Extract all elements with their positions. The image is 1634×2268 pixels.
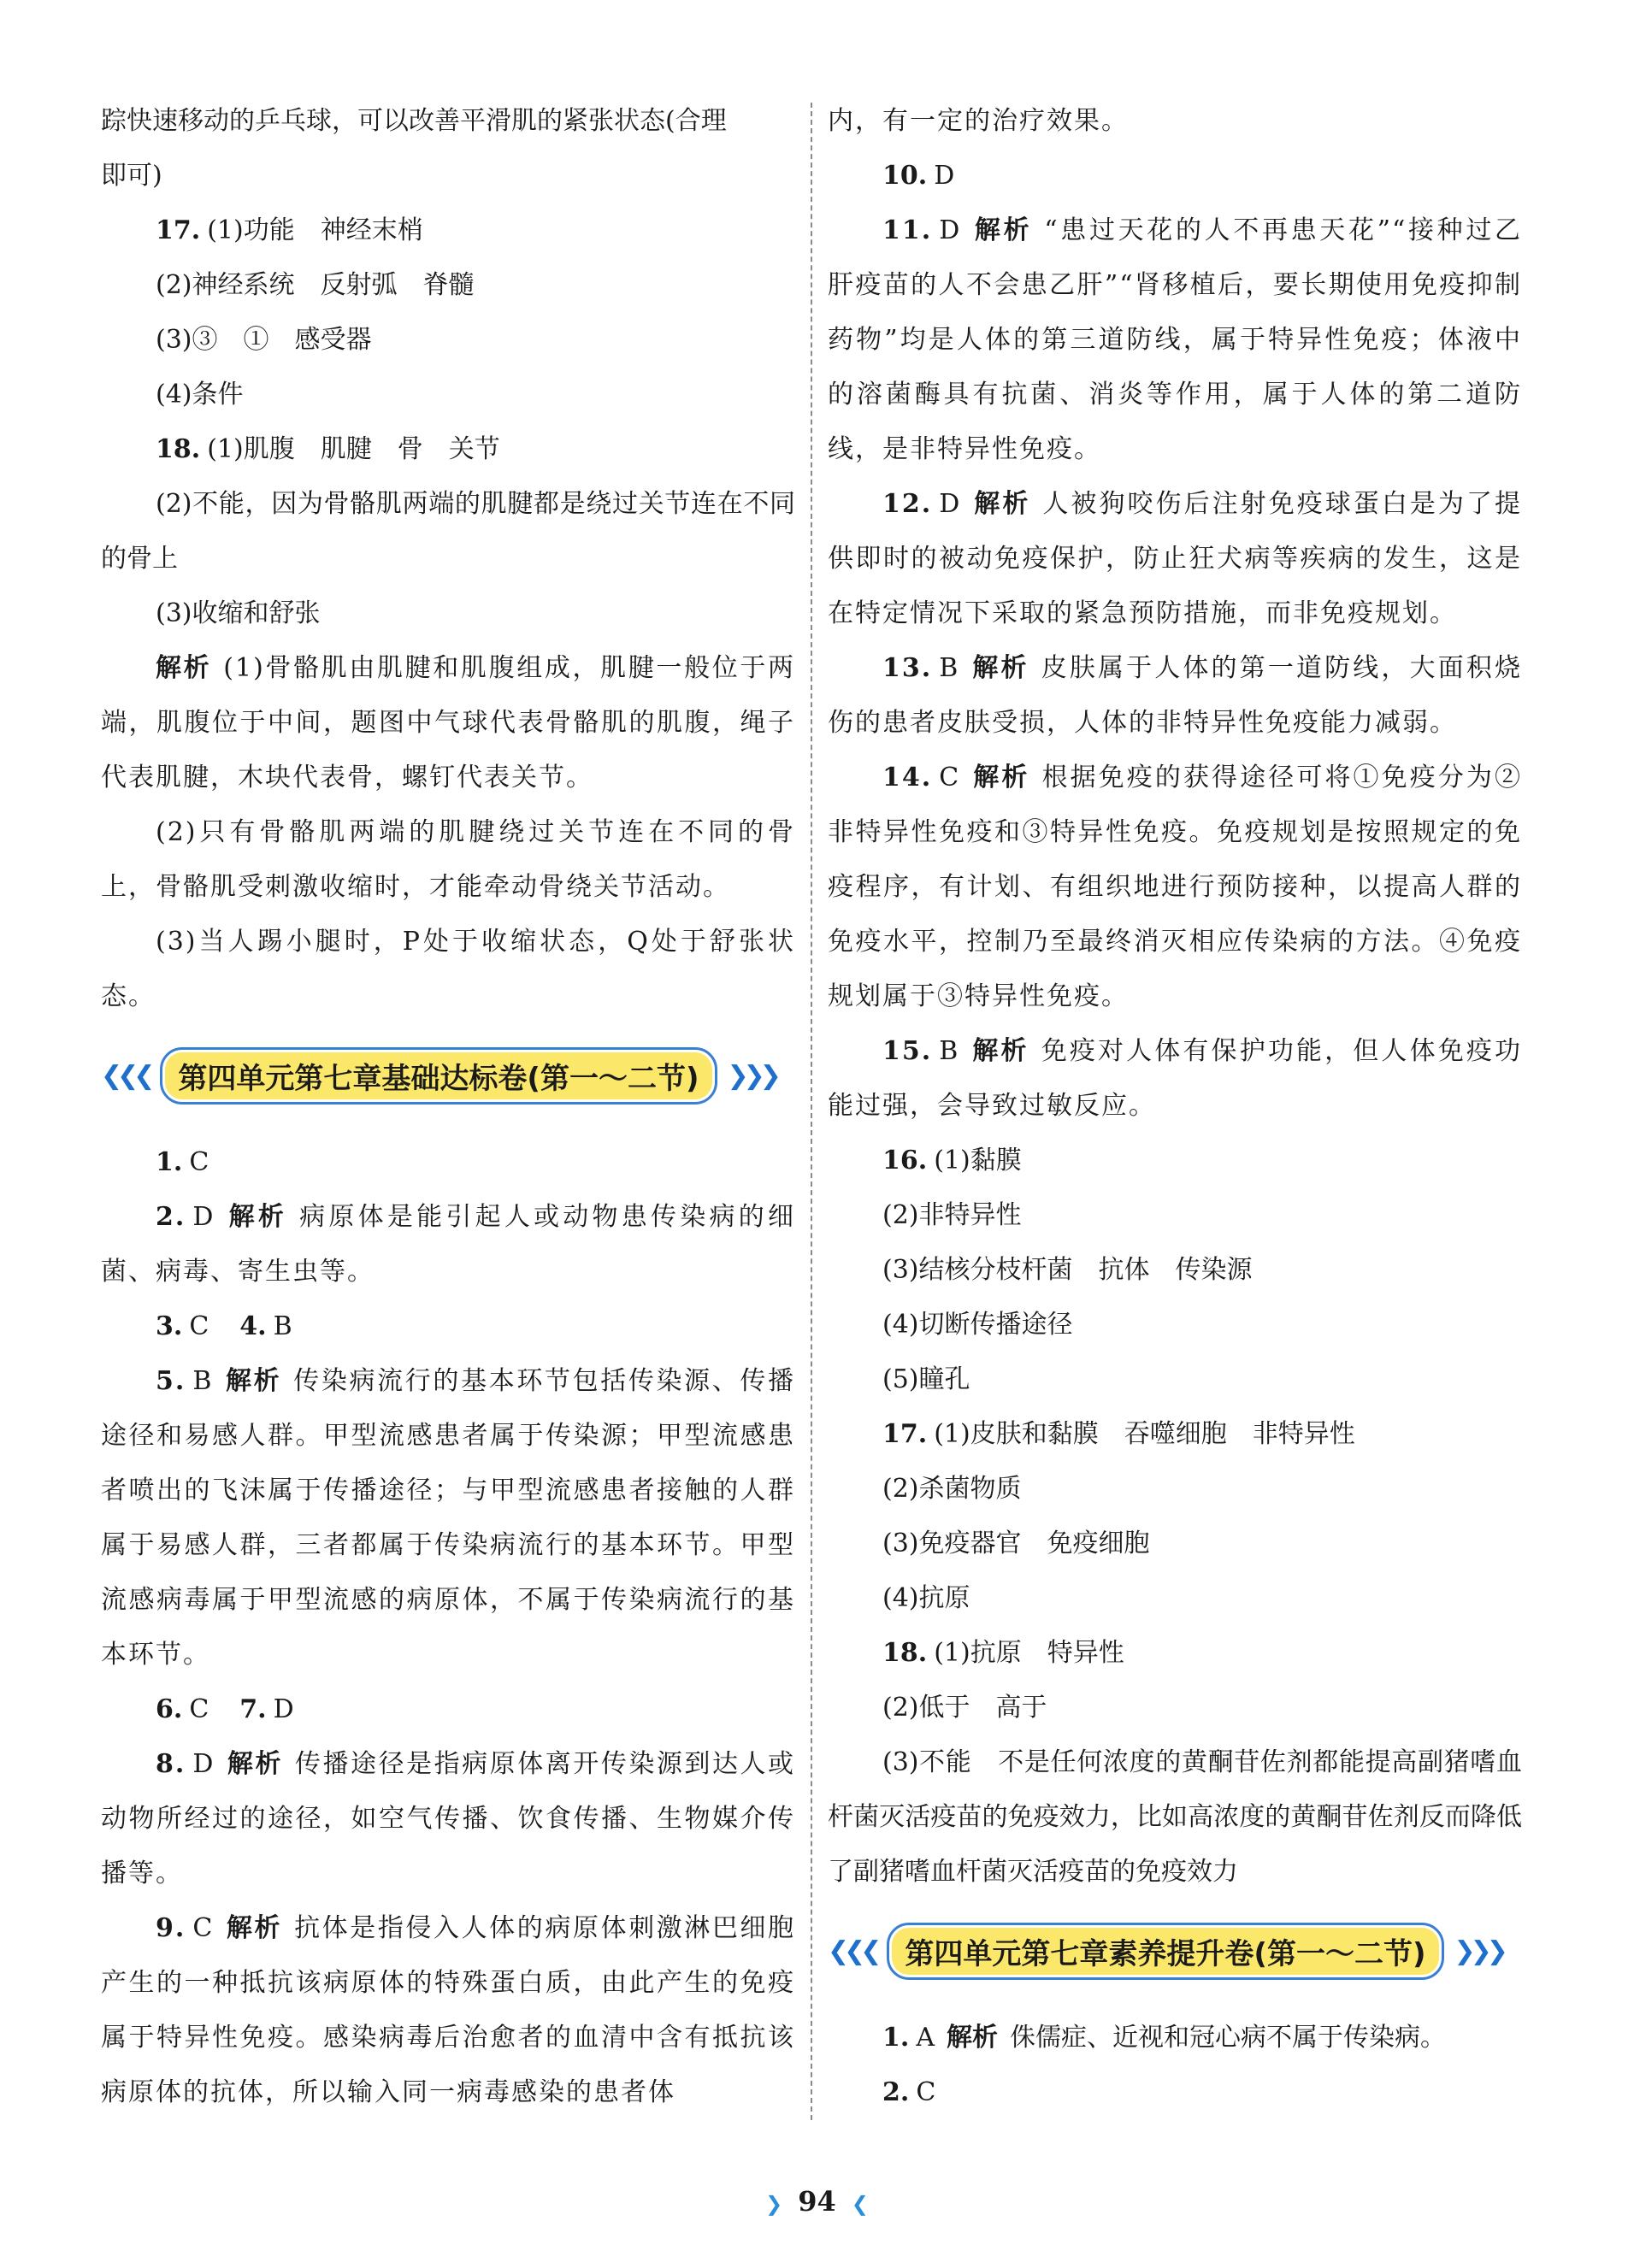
question-number: 15. [882, 1036, 933, 1066]
text-line: 踪快速移动的乒乓球，可以改善平滑肌的紧张状态(合理 [101, 106, 727, 136]
question-number: 16. [882, 1146, 928, 1175]
answer-6-7 [101, 1682, 795, 1737]
answer-text: (2)神经系统 反射弧 脊髓 [156, 270, 475, 300]
page-number-value: 94 [798, 2185, 836, 2218]
answer-choice: B [273, 1311, 292, 1341]
explanation-text: “患过天花的人不再患天花”“接种过乙肝疫苗的人不会患乙肝”“肾移植后，要长期使用免疫抑制药物”均是人体的第三道防线，属于特异性免疫；体液中的溶菌酶具有抗菌、消炎等作用，属于人体的第二道防线，是非特异性免疫。 [828, 215, 1523, 464]
answer-1 [828, 2011, 1522, 2065]
answer-9 [101, 1901, 795, 2120]
explanation-text: (3)当人踢小腿时，P处于收缩状态，Q处于舒张状态。 [101, 927, 795, 1011]
answer-choice: C [189, 1694, 209, 1724]
answer-2 [828, 2065, 1522, 2120]
question-number: 4. [239, 1311, 267, 1341]
explanation [101, 641, 795, 805]
answer-2 [101, 1190, 795, 1299]
answer-text: (5)瞳孔 [882, 1364, 970, 1394]
question-number: 1. [156, 1147, 183, 1177]
answer-choice: D [273, 1694, 294, 1724]
answer-13 [828, 641, 1522, 751]
explanation-text: 抗体是指侵入人体的病原体刺激淋巴细胞产生的一种抵抗该病原体的特殊蛋白质，由此产生的免疫属于特异性免疫。感染病毒后治愈者的血清中含有抵抗该病原体的抗体，所以输入同一病毒感染的患者体 [101, 1913, 796, 2107]
chevron-right-icon: ❯❯❯ [1454, 1935, 1503, 1966]
answer-text: (3)结核分枝杆菌 抗体 传染源 [882, 1255, 1253, 1285]
explanation-label: 解析 [947, 2023, 998, 2053]
answer-5 [101, 1354, 795, 1682]
explanation-text: 皮肤属于人体的第一道防线，大面积烧伤的患者皮肤受损，人体的非特异性免疫能力减弱。 [828, 653, 1523, 738]
answer-18 [828, 1626, 1522, 1681]
answer-choice: B [939, 653, 960, 683]
answer-choice: C [189, 1311, 209, 1341]
section-banner [101, 1041, 795, 1110]
answer-choice: D [934, 161, 955, 191]
answer-choice: D [192, 1202, 215, 1232]
explanation-label: 解析 [971, 653, 1029, 683]
answer-text: (1)皮肤和黏膜 吞噬细胞 非特异性 [934, 1419, 1355, 1449]
column-divider [811, 103, 812, 2120]
answer-15 [828, 1024, 1522, 1134]
answer-18 [101, 422, 795, 477]
answer-text: (4)条件 [156, 380, 244, 409]
question-number: 18. [882, 1638, 928, 1668]
answer-text: (1)肌腹 肌腱 骨 关节 [207, 434, 500, 464]
section-title: 第四单元第七章素养提升卷(第一～二节) [887, 1923, 1443, 1980]
question-number: 11. [882, 215, 933, 245]
answer-choice: C [939, 763, 961, 792]
chevron-left-icon: ❮❮❮ [828, 1935, 877, 1966]
explanation-label: 解析 [227, 1202, 288, 1232]
answer-text: (3)收缩和舒张 [156, 598, 321, 628]
answer-14 [828, 751, 1522, 1024]
question-number: 5. [156, 1366, 186, 1396]
explanation-label: 解析 [225, 1366, 282, 1396]
answer-text: (4)切断传播途径 [882, 1310, 1073, 1340]
explanation-text: 病原体是能引起人或动物患传染病的细菌、病毒、寄生虫等。 [101, 1202, 796, 1287]
section-banner [828, 1917, 1522, 1985]
answer-choice: B [192, 1366, 214, 1396]
explanation-label: 解析 [973, 489, 1031, 519]
section-title: 第四单元第七章基础达标卷(第一～二节) [160, 1047, 717, 1105]
right-column [828, 94, 1522, 2120]
explanation-text: 人被狗咬伤后注射免疫球蛋白是为了提供即时的被动免疫保护，防止狂犬病等疾病的发生，这是在特定情况下采取的紧急预防措施，而非免疫规划。 [828, 489, 1523, 628]
question-number: 7. [239, 1694, 267, 1724]
explanation-text: 侏儒症、近视和冠心病不属于传染病。 [1010, 2023, 1446, 2053]
question-number: 12. [882, 489, 933, 519]
explanation-label: 解析 [971, 1036, 1029, 1066]
question-number: 17. [156, 215, 201, 245]
explanation-label: 解析 [972, 763, 1030, 792]
question-number: 6. [156, 1694, 183, 1724]
explanation-label: 解析 [226, 1913, 283, 1943]
answer-8 [101, 1737, 795, 1901]
answer-11 [828, 203, 1522, 477]
question-number: 17. [882, 1419, 928, 1449]
answer-text: (3)免疫器官 免疫细胞 [882, 1529, 1150, 1558]
answer-choice: D [939, 215, 962, 245]
answer-17 [101, 203, 795, 258]
answer-text: (2)不能，因为骨骼肌两端的肌腱都是绕过关节连在不同的骨上 [101, 489, 795, 574]
answer-3-4 [101, 1299, 795, 1354]
question-number: 13. [882, 653, 933, 683]
explanation-label: 解析 [973, 215, 1033, 245]
explanation-text: 传播途径是指病原体离开传染源到达人或动物所经过的途径，如空气传播、饮食传播、生物媒介传播等。 [101, 1749, 796, 1888]
question-number: 1. [882, 2023, 910, 2053]
answer-text: (1)抗原 特异性 [934, 1638, 1124, 1668]
question-number: 8. [156, 1749, 186, 1779]
explanation-text: (2)只有骨骼肌两端的肌腱绕过关节连在不同的骨上，骨骼肌受刺激收缩时，才能牵动骨绕关节活动。 [101, 817, 795, 902]
answer-12 [828, 477, 1522, 641]
explanation-text: 传染病流行的基本环节包括传染源、传播途径和易感人群。甲型流感患者属于传染源；甲型流感患者喷出的飞沫属于传播途径；与甲型流感患者接触的人群属于易感人群，三者都属于传染病流行的基本环节。甲型流感病毒属于甲型流感的病原体，不属于传染病流行的基本环节。 [101, 1366, 796, 1670]
explanation-text: (1)骨骼肌由肌腱和肌腹组成，肌腱一般位于两端，肌腹位于中间，题图中气球代表骨骼肌的肌腹，绳子代表肌腱，木块代表骨，螺钉代表关节。 [101, 653, 796, 792]
text-line: 内，有一定的治疗效果。 [828, 106, 1129, 136]
answer-1 [101, 1135, 795, 1190]
answer-choice: D [939, 489, 962, 519]
answer-choice: C [916, 2077, 936, 2107]
explanation-label: 解析 [156, 653, 212, 683]
question-number: 3. [156, 1311, 183, 1341]
explanation-text: 免疫对人体有保护功能，但人体免疫功能过强，会导致过敏反应。 [828, 1036, 1523, 1121]
left-column [101, 94, 795, 2120]
question-number: 14. [882, 763, 933, 792]
answer-choice: B [939, 1036, 960, 1066]
answer-16 [828, 1134, 1522, 1188]
answer-text: (2)低于 高于 [882, 1693, 1047, 1723]
arrow-right-icon: ❯ [765, 2192, 783, 2216]
answer-text: (2)杀菌物质 [882, 1474, 1022, 1504]
question-number: 9. [156, 1913, 186, 1943]
answer-text: (1)黏膜 [934, 1146, 1022, 1175]
question-number: 2. [882, 2077, 910, 2107]
page-number [0, 2185, 1634, 2218]
answer-text: (2)非特异性 [882, 1200, 1022, 1230]
answer-text: (3)不能 不是任何浓度的黄酮苷佐剂都能提高副猪嗜血杆菌灭活疫苗的免疫效力，比如高浓度的黄酮苷佐剂反而降低了副猪嗜血杆菌灭活疫苗的免疫效力 [828, 1747, 1522, 1887]
chevron-right-icon: ❯❯❯ [727, 1060, 776, 1091]
explanation-label: 解析 [227, 1749, 283, 1779]
answer-choice: C [189, 1147, 209, 1177]
question-number: 10. [882, 161, 928, 191]
explanation-text: 根据免疫的获得途径可将①免疫分为②非特异性免疫和③特异性免疫。免疫规划是按照规定的免疫程序，有计划、有组织地进行预防接种，以提高人群的免疫水平，控制乃至最终消灭相应传染病的方法。④免疫规划属于③特异性免疫。 [828, 763, 1523, 1011]
answer-text: (3)③ ① 感受器 [156, 325, 372, 355]
question-number: 2. [156, 1202, 186, 1232]
answer-choice: C [192, 1913, 215, 1943]
answer-text: (4)抗原 [882, 1583, 970, 1613]
answer-10 [828, 149, 1522, 203]
text-line: 即可) [101, 161, 162, 191]
answer-text: (1)功能 神经末梢 [207, 215, 423, 245]
question-number: 18. [156, 434, 201, 464]
answer-17 [828, 1407, 1522, 1462]
arrow-left-icon: ❮ [851, 2192, 869, 2216]
answer-choice: A [916, 2023, 935, 2053]
answer-choice: D [192, 1749, 215, 1779]
chevron-left-icon: ❮❮❮ [101, 1060, 150, 1091]
